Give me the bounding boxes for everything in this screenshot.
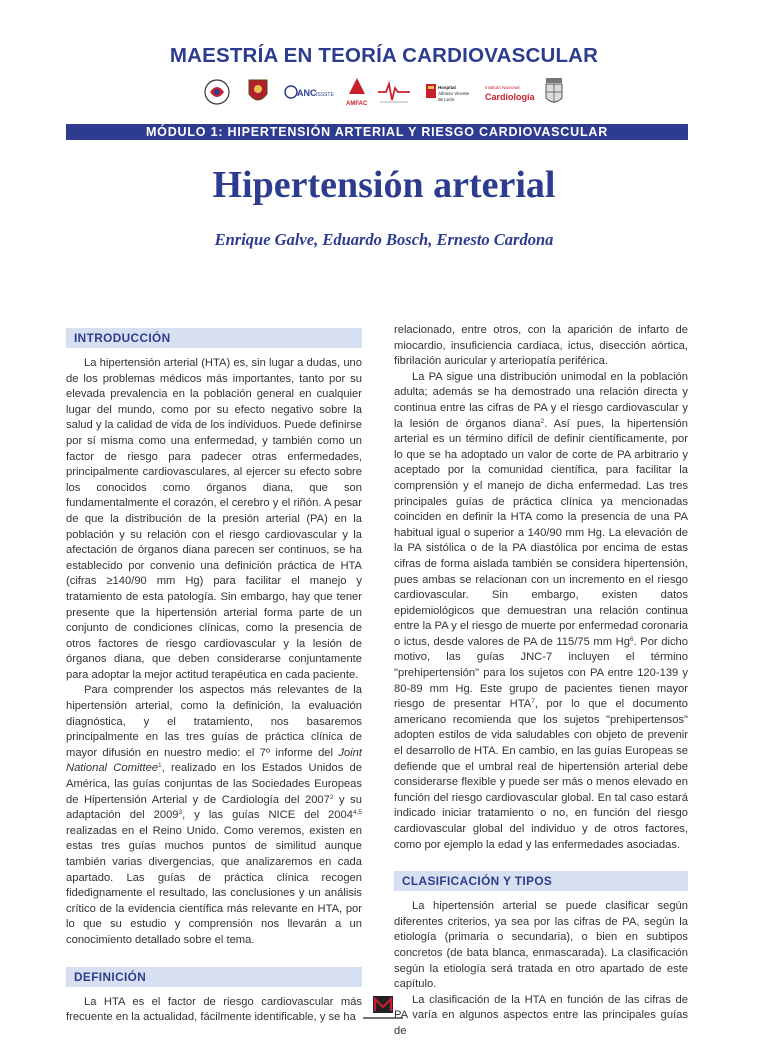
right-column xyxy=(394,323,688,1040)
section-heading-definicion: DEFINICIÓN xyxy=(66,967,362,987)
citation: 7 xyxy=(531,698,535,706)
svg-text:Instituto Nacional: Instituto Nacional xyxy=(485,85,520,90)
svg-text:AMFAC: AMFAC xyxy=(346,101,368,107)
program-title: MAESTRÍA EN TEORÍA CARDIOVASCULAR xyxy=(169,44,599,67)
section-heading-clasificacion: CLASIFICACIÓN Y TIPOS xyxy=(394,871,688,891)
classification-paragraph-2: La clasificación de la HTA en función de las cifras de PA varía en algunos aspectos entre las principales guías de xyxy=(394,993,688,1037)
citation: 3 xyxy=(178,809,183,817)
svg-text:de León: de León xyxy=(438,97,455,102)
left-column xyxy=(66,328,362,1026)
article-authors: Enrique Galve, Eduardo Bosch, Ernesto Cardona xyxy=(214,230,554,249)
continuation-paragraph: relacionado, entre otros, con la aparición de infarto de miocardio, insuficiencia cardiaca, ictus, disección aórtica, fibrilación auricular y arteriopatía periférica. xyxy=(394,324,688,368)
jnc-reference: Joint National Comittee xyxy=(66,746,362,775)
citation: 6 xyxy=(629,635,634,643)
hospital-leon-logo xyxy=(425,74,471,110)
section-heading-introduccion: INTRODUCCIÓN xyxy=(66,328,362,348)
svg-text:Hospital: Hospital xyxy=(438,85,456,90)
intro-paragraph-2: Para comprender los aspectos más relevantes de la hipertensión arterial, como la definición, la evaluación diagnóstica, y el tratamiento, nos basaremos principalmente en las tres guías de práctica clínica de mayor difusión en nuestro medio: el 7º informe del Joint National Comittee$^1$, realizado en los Estados Unidos de América, las guías conjuntas de las Sociedades Europeas de Hipertensión Arterial y de Cardiología del 2007$^2$ y su adaptación del 2009$^3$, y las guías NICE del 2004$^{4,5}$ realizadas en el Reino Unido. Como veremos, existen en estas tres guías muchos puntos de similitud aunque también varias divergencias, que analizaremos en cada apartado. Las guías de práctica clínica recogen fidedignamente el resultado, las conclusiones y un análisis crítico de la evidencia científica más relevante en HTA, por lo que su estudio y comprensión nos llevarán a un conocimiento detallado sobre el tema. xyxy=(66,684,362,946)
citation: 4,5 xyxy=(352,809,362,817)
anc-issste-logo xyxy=(283,74,335,110)
intro-paragraph-1: La hipertensión arterial (HTA) es, sin lugar a dudas, uno de los problemas médicos más importantes, tanto por su elevada prevalencia en la población general en cualquier lugar del mundo, como por su efecto negativo sobre la salud y la calidad de vida de los individuos. Puede definirse por sí misma como una enfermedad, y también como un factor de riesgo para padecer otras enfermedades, principalmente cardiovasculares, al ejercer su efecto sobre los conocidos como órganos diana, que son fundamentalmente el corazón, el cerebro y el riñón. A pesar de que la distribución de la presión arterial (PA) en la población y su relación con el riesgo cardiovascular y la afectación de órganos diana parecen ser continuos, se ha establecido por convenio una definición práctica de HTA (cifras ≥140/90 mm Hg) para facilitar el manejo y tratamiento de esta patología. Sin embargo, hay que tener presente que la hipertensión arterial forma parte de un conjunto de condiciones clínicas, como la presencia de otros factores de riesgo cardiovascular y la lesión de órganos diana, que deben considerarse conjuntamente para adoptar la mejor actitud terapéutica en cada paciente. xyxy=(66,357,362,681)
amfac-logo xyxy=(343,74,371,110)
crest-logo xyxy=(543,74,565,110)
publisher-logo xyxy=(358,995,408,1021)
cardiologia-logo xyxy=(483,74,535,110)
sponsor-logos xyxy=(195,74,575,110)
svg-text:ANC: ANC xyxy=(297,88,317,98)
university-shield-logo xyxy=(247,74,269,110)
classification-paragraph-1: La hipertensión arterial se puede clasificar según diferentes criterios, ya sea por las cifras de PA, según la etiología (primaria o secundaria), o bien en subtipos concretos (de bata blanca, enmascarada). La clasificación según la etiología será tratada en otro apartado de este capítulo. xyxy=(394,900,688,991)
definition-paragraph-2: La PA sigue una distribución unimodal en la población adulta; además se ha demostrado una relación directa y continua entre las cifras de PA y el riesgo cardiovascular y la lesión de órganos diana$^2$. Así pues, la hipertensión arterial es un término difícil de definir científicamente, por lo que se ha adoptado un valor de corte de PA arbitrario y aceptado por la comunidad científica, para facilitar la comprensión y el manejo de dicha enfermedad. Las tres principales guías de práctica clínica ya mencionadas coinciden en definir la HTA como la presencia de una PA habitual igual o superior a 140/90 mm Hg. La elevación de la PA sistólica o de la PA diastólica por encima de estas cifras de forma aislada también se considera hipertensión, pues ambas se relacionan con un incremento en el riesgo cardiovascular. Sin embargo, existen datos epidemiológicos que demuestran una relación continua entre la PA y el riesgo de muerte por enfermedad coronaria o ictus, desde valores de PA de 115/75 mm Hg$^6$. Por dicho motivo, las guías JNC-7 incluyen el término "prehipertensión" para los sujetos con PA entre 120-139 y 80-89 mm Hg. Este grupo de pacientes tienen mayor riesgo de presentar HTA$^7$, por lo que el documento americano recomienda que los sujetos "prehipertensos" adopten estilos de vida saludables con objeto de prevenir el desarrollo de HTA. En cambio, en las guías Europeas se defiende que el umbral real de hipertensión arterial debe considerarse flexible y puede ser más o menos elevado en función del riesgo cardiovascular global. En tal caso estará indicado iniciar tratamiento o no, en función del riesgo cardiovascular global del individuo y de otros factores, como por ejemplo la edad y las enfermedades asociadas. xyxy=(394,370,688,851)
article-title: Hipertensión arterial xyxy=(212,164,556,206)
svg-text:ISSSTE: ISSSTE xyxy=(316,92,334,98)
definition-paragraph-1: La HTA es el factor de riesgo cardiovascular más frecuente en la actualidad, fácilmente identificable, y se ha xyxy=(66,995,362,1024)
citation: 1 xyxy=(158,762,162,770)
module-banner: MÓDULO 1: HIPERTENSIÓN ARTERIAL Y RIESGO CARDIOVASCULAR xyxy=(66,124,688,140)
heartbeat-logo xyxy=(377,74,411,110)
hospital-seal-logo xyxy=(203,74,231,110)
citation: 2 xyxy=(540,417,545,425)
citation: 2 xyxy=(329,793,334,801)
svg-text:Cardiología: Cardiología xyxy=(485,92,535,102)
svg-text:Alfonso Vicente: Alfonso Vicente xyxy=(438,91,470,96)
